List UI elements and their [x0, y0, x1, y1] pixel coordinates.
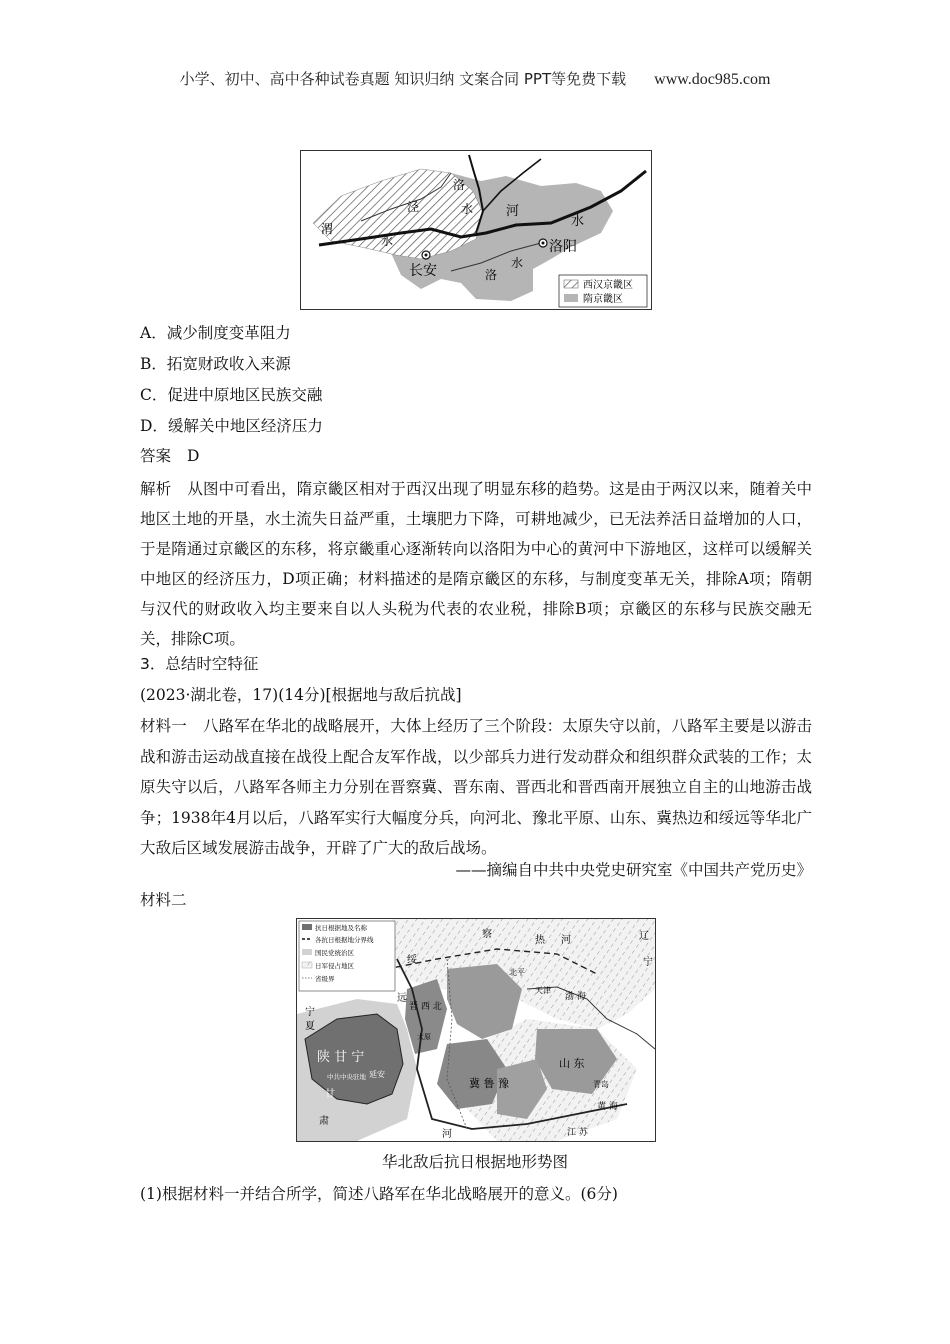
map2-label-xia: 夏	[305, 1021, 315, 1032]
map2-label-yuan: 远	[397, 993, 407, 1004]
option-d[interactable]: D．缓解关中地区经济压力	[140, 417, 323, 435]
map2-label-yanan: 延安	[369, 1070, 385, 1079]
answer-options	[140, 318, 812, 442]
map2-label-cha: 察	[482, 929, 492, 940]
map1-label-he: 河	[506, 204, 520, 219]
map1-label-changan: 长安	[409, 263, 437, 279]
map2-legend-border: 各抗日根据地分界线	[315, 936, 374, 944]
material-2-label: 材料二	[140, 891, 187, 909]
map2-legend-province: 省级界	[315, 975, 335, 983]
section-3-title: 3．总结时空特征	[140, 655, 259, 673]
map2-label-beiping: 北平	[509, 968, 525, 977]
analysis-label: 解析	[140, 480, 172, 498]
map2-label-jxb: 晋 西 北	[409, 1002, 442, 1012]
citation: ——摘编自中共中央党史研究室《中国共产党历史》	[455, 861, 812, 879]
answer-label: 答案	[140, 447, 172, 465]
header-url[interactable]: www.doc985.com	[654, 71, 771, 88]
option-a[interactable]: A．减少制度变革阻力	[140, 324, 291, 342]
map2-label-bohai: 渤 海	[565, 992, 586, 1002]
legend-han: 西汉京畿区	[583, 280, 633, 291]
map2-legend-base: 抗日根据地及名称	[315, 924, 367, 932]
answer-line	[140, 442, 812, 471]
map2-label-he-bottom: 河	[442, 1129, 452, 1140]
legend-han-swatch	[564, 280, 578, 288]
map2-label-he-river: 河	[561, 935, 571, 946]
map2-label-sgn: 陕 甘 宁	[317, 1050, 365, 1065]
map2-label-huanghai: 黄 海	[597, 1102, 618, 1112]
question-1: (1)根据材料一并结合所学，简述八路军在华北战略展开的意义。(6分)	[140, 1185, 618, 1203]
map2-label-taiyuan: 太原	[417, 1033, 431, 1041]
legend-sui-swatch	[564, 294, 578, 302]
map2-label-shandong: 山 东	[559, 1057, 585, 1070]
page-header	[0, 68, 950, 89]
map1-label-luo: 洛	[453, 178, 466, 192]
map2-label-jiangsu: 江 苏	[567, 1128, 588, 1138]
material-1-text: 八路军在华北的战略展开，大体上经历了三个阶段：太原失守以前，八路军主要是以游击战和游击运动战直接在战役上配合友军作战，以少部兵力进行发动群众和组织群众武装的工作；太原失守以后，八路军各师主力分别在晋察冀、晋东南、晋西北和晋西南开展独立自主的山地游击战争；1938年4月以后，八路军实行大幅度分兵，向河北、豫北平原、山东、冀热边和绥远等华北广大敌后区域发展游击战争，开辟了广大的敌后战场。	[140, 717, 812, 857]
map2-label-jly: 冀 鲁 豫	[469, 1077, 509, 1090]
map2-label-sui: 绥	[407, 955, 417, 966]
material-1-label: 材料一	[140, 717, 187, 735]
map1-label-jing: 泾	[407, 200, 420, 214]
map2-label-ning: 宁	[305, 1007, 315, 1018]
map2-legend-occupied: 日军侵占地区	[315, 962, 354, 970]
analysis-text: 从图中可看出，隋京畿区相对于西汉出现了明显东移的趋势。这是由于两汉以来，随着关中地区土地的开垦，水土流失日益严重，土壤肥力下降，可耕地减少，已无法养活日益增加的人口，于是隋通过京畿区的东移，将京畿重心逐渐转向以洛阳为中心的黄河中下游地区，这样可以缓解关中地区的经济压力，D项正确；材料描述的是隋京畿区的东移，与制度变革无关，排除A项；隋朝与汉代的财政收入均主要来自以人头税为代表的农业税，排除B项；京畿区的东移与民族交融无关，排除C项。	[140, 480, 812, 648]
analysis-paragraph	[140, 474, 812, 654]
map2-legend-gmd: 国民党统治区	[315, 949, 354, 957]
map2-label-re: 热	[535, 935, 545, 946]
map1-label-shui2: 水	[381, 234, 394, 248]
map1-label-shui3: 水	[571, 214, 585, 229]
map2-label-hq: 中共中央驻地	[327, 1073, 366, 1081]
map1-label-luoyang: 洛阳	[549, 239, 577, 255]
answer-value: D	[187, 447, 200, 465]
map2-label-liao: 辽	[639, 931, 649, 942]
option-c[interactable]: C．促进中原地区民族交融	[140, 386, 323, 404]
header-text: 小学、初中、高中各种试卷真题 知识归纳 文案合同 PPT等免费下载	[179, 70, 627, 88]
legend-sui: 隋京畿区	[583, 294, 623, 305]
option-b[interactable]: B．拓宽财政收入来源	[140, 355, 291, 373]
map1-label-luo2: 洛	[485, 268, 498, 282]
north-china-base-map	[296, 918, 656, 1142]
capital-region-map	[300, 150, 652, 310]
map2-label-qingdao: 青岛	[593, 1080, 609, 1089]
map1-label-shui1: 水	[461, 202, 474, 216]
map2-label-gan: 甘	[325, 1089, 335, 1100]
map2-label-tianjin: 天津	[535, 986, 551, 995]
question-source: (2023·湖北卷，17)(14分)[根据地与敌后抗战]	[140, 686, 462, 704]
map1-label-shui4: 水	[511, 256, 524, 270]
map2-label-su: 肃	[319, 1116, 329, 1127]
material-1	[140, 711, 812, 864]
map1-label-wei: 渭	[321, 222, 334, 236]
map2-caption: 华北敌后抗日根据地形势图	[381, 1153, 568, 1171]
map2-label-ning-ne: 宁	[643, 957, 653, 968]
